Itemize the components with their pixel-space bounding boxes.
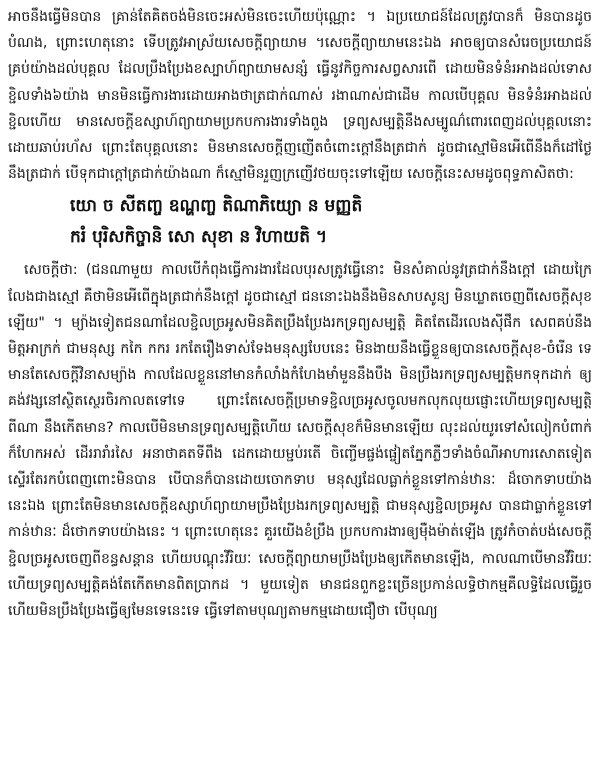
paragraph-2: សេចក្តីថា: (ជនណាមួយ កាលបើកំពុងធ្វើការងារដែលបុរសត្រូវធ្វើនោះ មិនសំគាល់នូវត្រជាក់នឹងក្តៅ ដោយក្រៃលែងជាងស្មៅ គឺថាមិនអើពើក្នុងត្រជាក់នឹងក្តៅ ដូចជាស្មៅ ជននោះឯងនឹងមិនសាបសូន្យ មិនឃ្លាតចេញពីសេចក្តីសុខឡើយ" ។ ម្យ៉ាងទៀតជនណាដែលខ្ជិលច្រអូសមិនគិតប្រឹងប្រែងរកទ្រព្យសម្បត្តិ គិតតែដើរលេងស៊ីផឹក សេពគប់នឹងមិត្តអាក្រក់ ជាមនុស្ស កកៃ កករ រកតែរឿងទាស់ទែងមនុស្សបែបនេះ មិនងាយនឹងធ្វើខ្លួនឲ្យបានសេចក្តីសុខ-ចំរើន ទេមានតែសេចក្តីវិនាសម្យ៉ាង កាលដែលខ្លួននៅមានកំលាំងកំហែងមាំមួននឹងបឹង មិនប្រឹងរកទ្រព្យសម្បត្តិមកទុកដាក់ ឲ្យគង់វង្សនៅស្ថិតស្ថេរចិរកាលតទៅទេ ព្រោះតែសេចក្តីប្រមាទខ្ជិលច្រអូសចូលមកលុកលុយផ្ញោះហើយទ្រព្យសម្បត្តិពីណា នឹងកើតមាន? កាលបើមិនមានទ្រព្យសម្បត្តិហើយ សេចក្តីសុខក៏មិនមានឡើយ លុះដល់យូរទៅសំលៀកបំពាក់ ក៏ហែកអស់ ដើររារាំរសៃ អនាថាគតទីពឹង ដេកដោយម្ជប់រតើ ចិញ្ចើមផ្ចង់ផ្ចៀតភ្នែកភ្លឺៗទាំងចំណីអាហារសោតទៀត ស្ទើរតែរកបំពេញពោះមិនបាន បើបានក៏បានដោយចោកទាប មនុស្សដែលធ្លាក់ខ្លួនទៅកាន់ឋានៈ ដ៏ចោកទាបយ៉ាងនេះឯង ព្រោះតែមិនមានសេចក្តីឧស្សាហ៍ព្យាយាមប្រឹងប្រែងរកទ្រព្យសម្បត្តិ ជាមនុស្សខ្ជិលច្រអូស បានជាធ្លាក់ខ្លួនទៅកាន់ឋានៈ ដ៏ថោកទាបយ៉ាងនេះ ។ ព្រោះហេតុនេះ គួរយើងខំប្រឹង ប្រកបការងារឲ្យម៉ឺងម៉ាត់ឡើង ត្រូវកំចាត់បង់សេចក្តីខ្ជិលច្រអូសចេញពីខន្ធសន្តាន ហើយបណ្តុះវីរិយៈ សេចក្តីព្យាយាមប្រឹងប្រែងឲ្យកើតមានឡើង, កាលណាបើមានវីរិយៈហើយទ្រព្យសម្បត្តិគង់តែកើតមានពិតប្រាកដ ។ មួយទៀត មានជនពួកខ្លះច្រើនប្រកាន់លទ្ធិថាកម្មគឺលទ្ធិដែលធ្វើរួចហើយមិនប្រឹងប្រែងធ្វើឲ្យមែនទេនេះទេ ធ្វើទៅតាមបុណ្យតាមកម្មដោយជឿថា បើបុណ្យ [8,262,592,620]
verse-line-1: យោ ច សីតញ្ច ឧណ្ហញ្ច តិណាភិយ្យោ ន មញ្ញតិ [70,196,363,217]
pali-verse [8,191,592,253]
verse-line-2: ករំ បុរិសកិច្ចានិ សោ សុខា ន វិហាយតិ ។ [70,227,328,248]
paragraph-1: អាចនឹងធ្វើមិនបាន គ្រាន់តែគិតចង់មិនចេះអស់មិនចេះហើយប៉ុណ្ណោះ ។ ឯប្រយោជន៍ដែលត្រូវបានក៏ មិនបានដូចបំណង, ព្រោះហេតុនោះ ទើបត្រូវអាស្រ័យសេចក្តីព្យាយាម ។សេចក្តីព្យាយាមនេះឯង អាចឲ្យបានសំរេចប្រយោជន៍គ្រប់យ៉ាងដល់បុគ្គល ដែលប្រឹងប្រែងខស្បាហ៍ព្យាយាមសន្សំ ធ្វើនូវកិច្ចការសព្វសារពើ ដោយមិនទំនំរអាងដល់ទោសខ្ជិលទាំង៦យ៉ាង មានមិនធ្វើការងារដោយអាងថាត្រជាក់ណាស់ រងាណាស់ជាដើម កាលបើបុគ្គល មិនទំនំរអាងដល់ខ្ជិលហើយ មានសេចក្តីឧស្សាហ៍ព្យាយាមប្រកបការងារទាំងពួង ទ្រព្យសម្បត្តិនឹងសម្បូណ៌ពោរពេញដល់បុគ្គលនោះ ដោយឆាប់រហ័ស ព្រោះតែបុគ្គលនោះ មិនមានសេចក្តីញញើតចំពោះក្តៅនឹងត្រជាក់ ដូចជាស្មៅមិនអើពើនឹងក៏ដៅថ្ងៃ នឹងត្រជាក់ បើទុកជាក្តៅត្រជាក់យ៉ាងណា ក៏ស្មៅមិនរួញក្រញើវថយចុះទៅឡើយ សេចក្តីនេះសមដូចពុទ្ធភាសិតថា: [8,9,592,183]
document-page [8,4,592,772]
